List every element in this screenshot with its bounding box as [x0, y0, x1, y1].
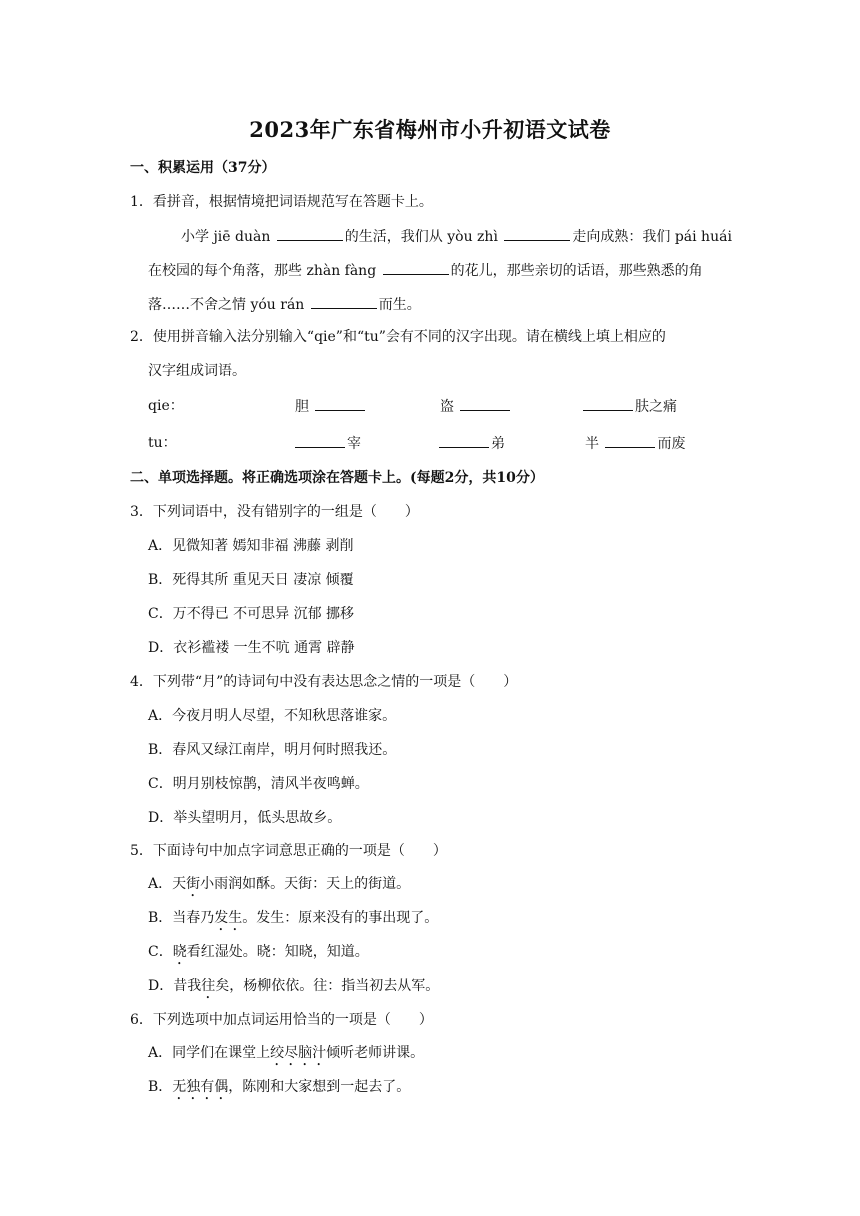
q5-option-a: [148, 874, 410, 900]
answer-blank[interactable]: [315, 396, 365, 411]
option-text: A．同学们在课堂上: [148, 1045, 271, 1061]
q2-text: 宰: [347, 436, 361, 452]
q2-text: 盗: [440, 399, 459, 415]
q1-paragraph-line-1: [181, 226, 732, 247]
answer-blank[interactable]: [605, 433, 655, 448]
option-text: 小雨润如酥。天街：天上的街道。: [200, 876, 411, 892]
q2-stem-line-1: 2．使用拼音输入法分别输入“qie”和“tu”会有不同的汉字出现。请在横线上填上相应的: [130, 329, 666, 345]
dotted-word: 往: [201, 978, 216, 994]
q3-stem: 3．下列词语中，没有错别字的一组是（ ）: [130, 504, 419, 520]
q2-tu-item-3: [585, 433, 685, 454]
q3-option-c: C．万不得已 不可思异 沉郁 挪移: [148, 606, 355, 622]
q5-option-d: [148, 976, 439, 1002]
q2-stem-line-2: 汉字组成词语。: [148, 363, 246, 379]
q1-stem: 1．看拼音，根据情境把词语规范写在答题卡上。: [130, 194, 433, 210]
q2-text: 半: [585, 436, 604, 452]
q2-qie-item-2: [440, 396, 512, 417]
q1-text: 而生。: [378, 297, 421, 313]
q5-stem: 5．下面诗句中加点字词意思正确的一项是（ ）: [130, 843, 447, 859]
option-text: 倾听老师讲课。: [326, 1045, 425, 1061]
answer-blank[interactable]: [277, 226, 343, 241]
q3-option-d: D．衣衫褴褛 一生不吭 通霄 辟静: [148, 640, 355, 656]
answer-blank[interactable]: [583, 396, 633, 411]
dotted-word: 晓: [172, 944, 187, 960]
exam-title: 2023年广东省梅州市小升初语文试卷: [249, 117, 611, 142]
q1-text: 落……不舍之情 yóu rán: [148, 297, 309, 313]
option-text: B．当春乃: [148, 910, 215, 926]
q2-qie-item-1: [295, 396, 367, 417]
option-text: B．: [148, 1079, 173, 1095]
q1-paragraph-line-3: [148, 294, 421, 315]
answer-blank[interactable]: [311, 294, 377, 309]
q2-qie-item-3: [583, 396, 677, 417]
q1-text: 的生活，我们从 yòu zhì: [344, 229, 503, 245]
q4-option-c: C．明月别枝惊鹊，清风半夜鸣蝉。: [148, 776, 369, 792]
q2-tu-item-2: [439, 433, 505, 454]
answer-blank[interactable]: [295, 433, 345, 448]
q6-option-b: [148, 1077, 410, 1103]
dotted-word: 无独有偶: [172, 1079, 229, 1095]
answer-blank[interactable]: [383, 260, 449, 275]
q4-option-a: A．今夜月明人尽望，不知秋思落谁家。: [148, 708, 397, 724]
q2-tu-label: tu：: [148, 435, 177, 451]
q2-tu-item-1: [295, 433, 361, 454]
option-text: A．天: [148, 876, 187, 892]
dotted-word: 发生: [214, 910, 243, 926]
q4-stem: 4．下列带“月”的诗词句中没有表达思念之情的一项是（ ）: [130, 674, 518, 690]
q2-text: 肤之痛: [635, 399, 677, 415]
section-2-heading: 二、单项选择题。将正确选项涂在答题卡上。(每题2分，共10分）: [130, 470, 544, 486]
q5-option-c: [148, 942, 369, 968]
answer-blank[interactable]: [439, 433, 489, 448]
q2-text: 弟: [491, 436, 505, 452]
q3-option-b: B．死得其所 重见天日 凄凉 倾覆: [148, 572, 354, 588]
q1-paragraph-line-2: [148, 260, 703, 281]
option-text: 。发生：原来没有的事出现了。: [242, 910, 439, 926]
answer-blank[interactable]: [504, 226, 570, 241]
q6-option-a: [148, 1043, 424, 1069]
dotted-word: 街: [186, 876, 201, 892]
q2-qie-label: qie：: [148, 398, 184, 414]
option-text: 看红湿处。晓：知晓，知道。: [186, 944, 369, 960]
q1-text: 小学 jiē duàn: [181, 229, 275, 245]
q3-option-a: A．见微知著 嫣知非福 沸藤 剥削: [148, 538, 354, 554]
section-1-heading: 一、积累运用（37分）: [130, 160, 276, 176]
dotted-word: 绞尽脑汁: [270, 1045, 327, 1061]
q6-stem: 6．下列选项中加点词运用恰当的一项是（ ）: [130, 1012, 433, 1028]
option-text: D．昔我: [148, 978, 202, 994]
option-text: 矣，杨柳依依。往：指当初去从军。: [215, 978, 440, 994]
answer-blank[interactable]: [460, 396, 510, 411]
q1-text: 走向成熟：我们 pái huái: [572, 229, 732, 245]
option-text: C．: [148, 944, 173, 960]
q1-text: 的花儿，那些亲切的话语，那些熟悉的角: [450, 263, 703, 279]
q1-text: 在校园的每个角落，那些 zhàn fàng: [148, 263, 381, 279]
q2-text: 胆: [295, 399, 314, 415]
q2-text: 而废: [657, 436, 686, 452]
q4-option-b: B．春风又绿江南岸，明月何时照我还。: [148, 742, 397, 758]
option-text: ，陈刚和大家想到一起去了。: [228, 1079, 411, 1095]
q4-option-d: D．举头望明月，低头思故乡。: [148, 810, 342, 826]
q5-option-b: [148, 908, 438, 934]
